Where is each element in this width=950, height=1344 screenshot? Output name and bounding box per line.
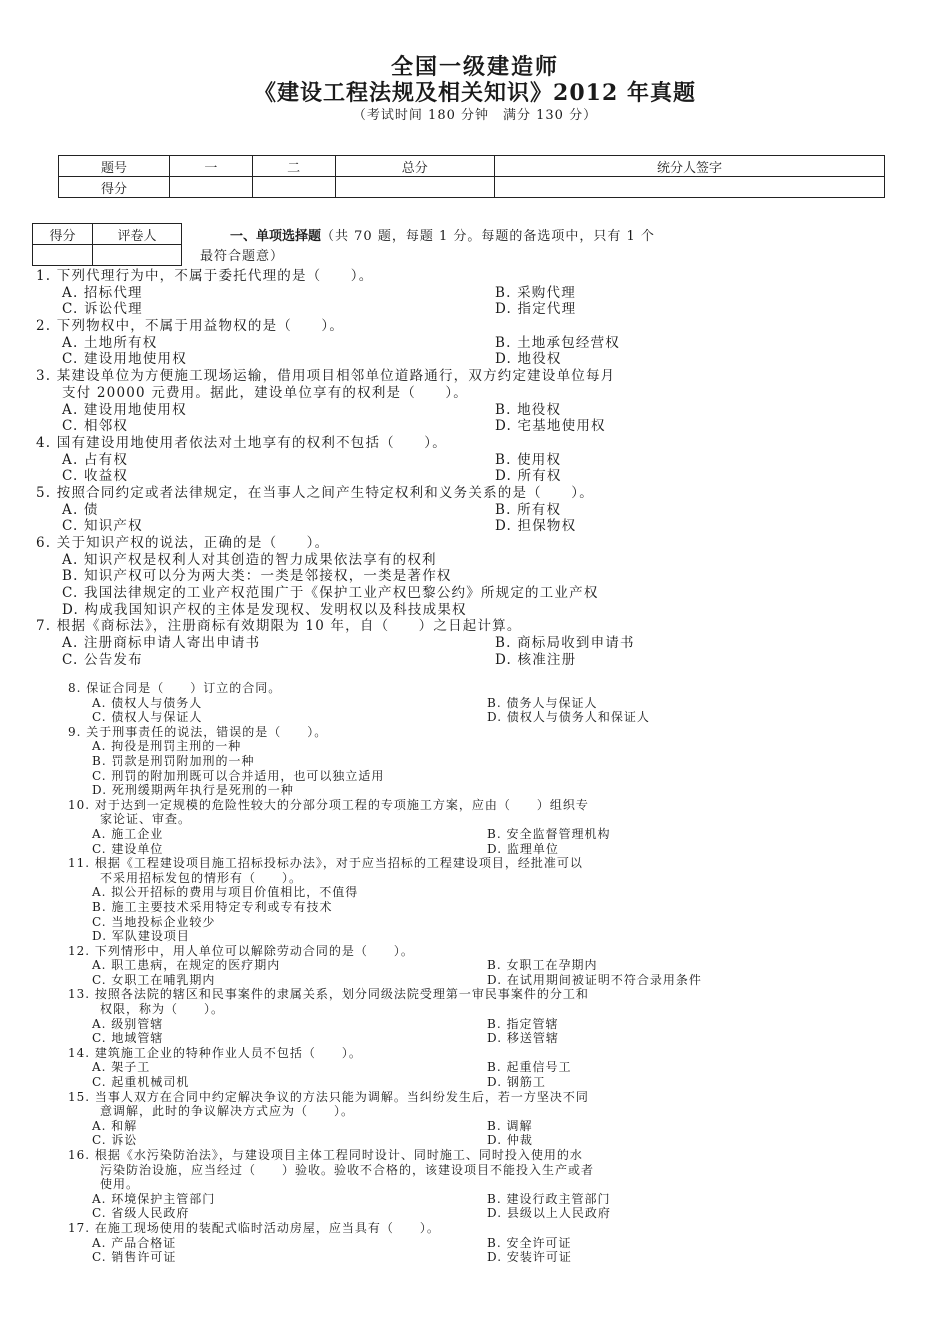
option-a[interactable]: A. 注册商标申请人寄出申请书 bbox=[62, 635, 261, 652]
option-c[interactable]: C. 女职工在哺乳期内 bbox=[92, 972, 216, 987]
option-row bbox=[0, 468, 950, 485]
option-row bbox=[0, 754, 950, 769]
question-text: 15. 当事人双方在合同中约定解决争议的方法只能为调解。当纠纷发生后，若一方坚决不同 bbox=[68, 1089, 589, 1104]
option-row bbox=[0, 696, 950, 711]
option-row bbox=[0, 1119, 950, 1134]
exam-subtitle: （考试时间 180 分钟 满分 130 分） bbox=[352, 108, 598, 123]
option-row bbox=[0, 929, 950, 944]
option-b[interactable]: B. 土地承包经营权 bbox=[495, 334, 621, 351]
option-b[interactable]: B. 施工主要技术采用特定专利或专有技术 bbox=[92, 899, 333, 914]
question-stem bbox=[0, 318, 950, 335]
option-a[interactable]: A. 施工企业 bbox=[92, 826, 164, 841]
option-row bbox=[0, 518, 950, 535]
question-stem bbox=[0, 435, 950, 452]
option-row bbox=[0, 1236, 950, 1251]
question-stem-continued bbox=[0, 385, 950, 402]
option-a[interactable]: A. 环境保护主管部门 bbox=[92, 1191, 216, 1206]
option-a[interactable]: A. 招标代理 bbox=[62, 284, 143, 301]
question-text: 权限，称为（ ）。 bbox=[100, 1002, 225, 1017]
option-a[interactable]: A. 拟公开招标的费用与项目价值相比，不值得 bbox=[92, 885, 359, 900]
option-a[interactable]: A. 级别管辖 bbox=[92, 1016, 164, 1031]
option-d[interactable]: D. 钢筋工 bbox=[487, 1075, 546, 1090]
option-c[interactable]: C. 地域管辖 bbox=[92, 1031, 164, 1046]
option-b[interactable]: B. 女职工在孕期内 bbox=[487, 958, 598, 973]
question-stem bbox=[0, 368, 950, 385]
option-row bbox=[0, 958, 950, 973]
option-row bbox=[0, 335, 950, 352]
option-row bbox=[0, 1017, 950, 1032]
question-stem-continued bbox=[0, 1002, 950, 1017]
question-text: 16. 根据《水污染防治法》，与建设项目主体工程同时设计、同时施工、同时投入使用的水 bbox=[68, 1148, 583, 1162]
score-cell[interactable] bbox=[495, 177, 885, 198]
option-d[interactable]: D. 所有权 bbox=[495, 468, 562, 485]
option-row bbox=[0, 1133, 950, 1148]
question-text: 11. 根据《工程建设项目施工招标投标办法》，对于应当招标的工程建设项目，经批准可以 bbox=[68, 856, 583, 871]
option-c[interactable]: C. 相邻权 bbox=[62, 418, 129, 435]
question-text: 家论证、审查。 bbox=[100, 812, 192, 827]
option-d[interactable]: D. 仲裁 bbox=[487, 1133, 533, 1148]
section-title: 一、单项选择题 bbox=[230, 229, 322, 244]
option-a[interactable]: A. 知识产权是权利人对其创造的智力成果依法享有的权利 bbox=[62, 551, 437, 568]
question-text: 2. 下列物权中，不属于用益物权的是（ ）。 bbox=[36, 318, 345, 335]
section-note: （共 70 题，每题 1 分。每题的备选项中，只有 1 个 bbox=[321, 229, 655, 244]
score-header-cell: 题号 bbox=[59, 156, 170, 177]
grader-name-cell[interactable] bbox=[93, 245, 182, 266]
question-stem bbox=[0, 1148, 950, 1163]
option-b[interactable]: B. 建设行政主管部门 bbox=[487, 1191, 611, 1206]
option-c[interactable]: C. 刑罚的附加刑既可以合并适用，也可以独立适用 bbox=[92, 768, 385, 783]
grader-score-label: 得分 bbox=[33, 224, 93, 245]
option-row bbox=[0, 783, 950, 798]
score-table-row bbox=[59, 177, 885, 198]
option-row bbox=[0, 301, 950, 318]
option-row bbox=[0, 452, 950, 469]
score-cell[interactable] bbox=[252, 177, 335, 198]
option-d[interactable]: D. 宅基地使用权 bbox=[495, 418, 606, 435]
option-b[interactable]: B. 使用权 bbox=[495, 451, 562, 468]
option-d[interactable]: D. 在试用期间被证明不符合录用条件 bbox=[487, 972, 702, 987]
option-d[interactable]: D. 监理单位 bbox=[487, 841, 559, 856]
score-row-label: 得分 bbox=[59, 177, 170, 198]
question-text: 17. 在施工现场使用的装配式临时活动房屋，应当具有（ ）。 bbox=[68, 1220, 440, 1235]
option-c[interactable]: C. 公告发布 bbox=[62, 651, 143, 668]
option-c[interactable]: C. 诉讼代理 bbox=[62, 301, 143, 318]
question-stem bbox=[0, 1221, 950, 1236]
question-stem-continued bbox=[0, 812, 950, 827]
option-c[interactable]: C. 销售许可证 bbox=[92, 1250, 177, 1265]
question-text: 使用。 bbox=[100, 1177, 140, 1192]
question-stem-continued bbox=[0, 871, 950, 886]
option-row bbox=[0, 402, 950, 419]
question-stem bbox=[0, 944, 950, 959]
option-d[interactable]: D. 债权人与债务人和保证人 bbox=[487, 710, 650, 725]
option-b[interactable]: B. 采购代理 bbox=[495, 284, 576, 301]
option-c[interactable]: C. 建设单位 bbox=[92, 841, 164, 856]
option-row bbox=[0, 973, 950, 988]
option-a[interactable]: A. 债权人与债务人 bbox=[92, 695, 203, 710]
option-a[interactable]: A. 土地所有权 bbox=[62, 334, 158, 351]
question-stem bbox=[0, 535, 950, 552]
question-text: 3. 某建设单位为方便施工现场运输，借用项目相邻单位道路通行，双方约定建设单位每月 bbox=[36, 368, 616, 385]
question-text: 9. 关于刑事责任的说法，错误的是（ ）。 bbox=[68, 724, 328, 739]
option-row bbox=[0, 900, 950, 915]
question-stem bbox=[0, 987, 950, 1002]
question-text: 1. 下列代理行为中，不属于委托代理的是（ ）。 bbox=[36, 268, 374, 284]
question-text: 支付 20000 元费用。据此，建设单位享有的权利是（ ）。 bbox=[62, 384, 468, 401]
option-a[interactable]: A. 产品合格证 bbox=[92, 1235, 177, 1250]
question-stem-continued bbox=[0, 1163, 950, 1178]
option-row bbox=[0, 1075, 950, 1090]
option-d[interactable]: D. 地役权 bbox=[495, 351, 562, 368]
option-row bbox=[0, 552, 950, 569]
option-d[interactable]: D. 移送管辖 bbox=[487, 1031, 559, 1046]
option-b[interactable]: B. 安全监督管理机构 bbox=[487, 826, 611, 841]
question-stem bbox=[0, 856, 950, 871]
question-text: 4. 国有建设用地使用者依法对土地享有的权利不包括（ ）。 bbox=[36, 434, 447, 451]
option-b[interactable]: B. 罚款是刑罚附加刑的一种 bbox=[92, 753, 255, 768]
option-row bbox=[0, 710, 950, 725]
option-row bbox=[0, 351, 950, 368]
option-c[interactable]: C. 我国法律规定的工业产权范围广于《保护工业产权巴黎公约》所规定的工业产权 bbox=[62, 585, 599, 602]
option-a[interactable]: A. 债 bbox=[62, 501, 99, 518]
question-stem bbox=[0, 798, 950, 813]
exam-title-line1: 全国一级建造师 bbox=[390, 54, 559, 80]
question-text: 12. 下列情形中，用人单位可以解除劳动合同的是（ ）。 bbox=[68, 943, 414, 958]
option-row bbox=[0, 568, 950, 585]
grader-name-label: 评卷人 bbox=[93, 224, 182, 245]
score-table-header-row bbox=[59, 156, 885, 177]
question-text: 6. 关于知识产权的说法，正确的是（ ）。 bbox=[36, 535, 330, 551]
question-stem bbox=[0, 268, 950, 285]
option-row bbox=[0, 915, 950, 930]
option-row bbox=[0, 585, 950, 602]
option-c[interactable]: C. 建设用地使用权 bbox=[62, 351, 187, 368]
option-d[interactable]: D. 核准注册 bbox=[495, 651, 577, 668]
option-d[interactable]: D. 死刑缓期两年执行是死刑的一种 bbox=[92, 783, 294, 798]
option-row bbox=[0, 1206, 950, 1221]
question-text: 13. 按照各法院的辖区和民事案件的隶属关系，划分同级法院受理第一审民事案件的分工和 bbox=[68, 987, 589, 1002]
question-stem bbox=[0, 725, 950, 740]
question-text: 8. 保证合同是（ ）订立的合同。 bbox=[68, 681, 282, 695]
option-b[interactable]: B. 调解 bbox=[487, 1118, 533, 1133]
option-b[interactable]: B. 地役权 bbox=[495, 401, 562, 418]
option-a[interactable]: A. 占有权 bbox=[62, 451, 129, 468]
question-stem-continued bbox=[0, 1104, 950, 1119]
section-heading bbox=[230, 228, 910, 245]
option-d[interactable]: D. 构成我国知识产权的主体是发现权、发明权以及科技成果权 bbox=[62, 601, 467, 618]
option-b[interactable]: B. 商标局收到申请书 bbox=[495, 635, 635, 652]
option-row bbox=[0, 739, 950, 754]
option-row bbox=[0, 885, 950, 900]
option-row bbox=[0, 1060, 950, 1075]
option-row bbox=[0, 602, 950, 619]
option-c[interactable]: C. 省级人民政府 bbox=[92, 1206, 190, 1221]
question-text: 14. 建筑施工企业的特种作业人员不包括（ ）。 bbox=[68, 1045, 362, 1060]
option-row bbox=[0, 827, 950, 842]
question-text: 10. 对于达到一定规模的危险性较大的分部分项工程的专项施工方案，应由（ ）组织专 bbox=[68, 797, 589, 812]
option-c[interactable]: C. 当地投标企业较少 bbox=[92, 914, 216, 929]
question-stem bbox=[0, 485, 950, 502]
option-d[interactable]: D. 担保物权 bbox=[495, 518, 577, 535]
option-b[interactable]: B. 知识产权可以分为两大类：一类是邻接权，一类是著作权 bbox=[62, 568, 452, 585]
grader-table bbox=[32, 223, 182, 266]
score-header-cell: 统分人签字 bbox=[495, 156, 885, 177]
option-c[interactable]: C. 诉讼 bbox=[92, 1133, 138, 1148]
option-d[interactable]: D. 县级以上人民政府 bbox=[487, 1206, 611, 1221]
option-row bbox=[0, 1031, 950, 1046]
grader-score-cell[interactable] bbox=[33, 245, 93, 266]
option-d[interactable]: D. 军队建设项目 bbox=[92, 929, 190, 944]
option-row bbox=[0, 652, 950, 669]
question-stem bbox=[0, 681, 950, 696]
question-text: 污染防治设施，应当经过（ ）验收。验收不合格的，该建设项目不能投入生产或者 bbox=[100, 1162, 595, 1177]
score-table bbox=[58, 155, 885, 198]
score-header-cell: 二 bbox=[252, 156, 335, 177]
option-a[interactable]: A. 和解 bbox=[92, 1118, 138, 1133]
option-a[interactable]: A. 拘役是刑罚主刑的一种 bbox=[92, 739, 242, 754]
option-c[interactable]: C. 债权人与保证人 bbox=[92, 710, 203, 725]
score-cell[interactable] bbox=[170, 177, 253, 198]
option-a[interactable]: A. 建设用地使用权 bbox=[62, 401, 187, 418]
question-stem bbox=[0, 618, 950, 635]
question-text: 意调解，此时的争议解决方式应为（ ）。 bbox=[100, 1104, 355, 1119]
option-b[interactable]: B. 债务人与保证人 bbox=[487, 695, 598, 710]
option-row bbox=[0, 502, 950, 519]
option-a[interactable]: A. 职工患病，在规定的医疗期内 bbox=[92, 958, 281, 973]
score-cell[interactable] bbox=[335, 177, 495, 198]
score-header-cell: 一 bbox=[170, 156, 253, 177]
option-row bbox=[0, 1192, 950, 1207]
section-note-line2: 最符合题意） bbox=[200, 249, 285, 264]
score-header-cell: 总分 bbox=[335, 156, 495, 177]
option-b[interactable]: B. 起重信号工 bbox=[487, 1060, 572, 1075]
exam-title-line2: 《建设工程法规及相关知识》2012 年真题 bbox=[254, 80, 696, 106]
question-text: 7. 根据《商标法》，注册商标有效期限为 10 年，自（ ）之日起计算。 bbox=[36, 618, 522, 635]
question-stem bbox=[0, 1046, 950, 1061]
option-row bbox=[0, 1250, 950, 1265]
option-row bbox=[0, 635, 950, 652]
option-row bbox=[0, 285, 950, 302]
option-c[interactable]: C. 收益权 bbox=[62, 468, 129, 485]
option-b[interactable]: B. 安全许可证 bbox=[487, 1235, 572, 1250]
option-c[interactable]: C. 起重机械司机 bbox=[92, 1075, 190, 1090]
option-b[interactable]: B. 所有权 bbox=[495, 501, 562, 518]
option-b[interactable]: B. 指定管辖 bbox=[487, 1016, 559, 1031]
option-row bbox=[0, 418, 950, 435]
option-c[interactable]: C. 知识产权 bbox=[62, 518, 143, 535]
option-row bbox=[0, 769, 950, 784]
question-block-a bbox=[0, 268, 950, 669]
question-stem-continued bbox=[0, 1177, 950, 1192]
option-a[interactable]: A. 架子工 bbox=[92, 1060, 151, 1075]
option-d[interactable]: D. 安装许可证 bbox=[487, 1250, 572, 1265]
question-stem bbox=[0, 1090, 950, 1105]
option-row bbox=[0, 842, 950, 857]
question-text: 不采用招标发包的情形有（ ）。 bbox=[100, 870, 303, 885]
question-text: 5. 按照合同约定或者法律规定，在当事人之间产生特定权利和义务关系的是（ ）。 bbox=[36, 484, 594, 501]
question-block-b bbox=[0, 681, 950, 1265]
option-d[interactable]: D. 指定代理 bbox=[495, 301, 577, 318]
